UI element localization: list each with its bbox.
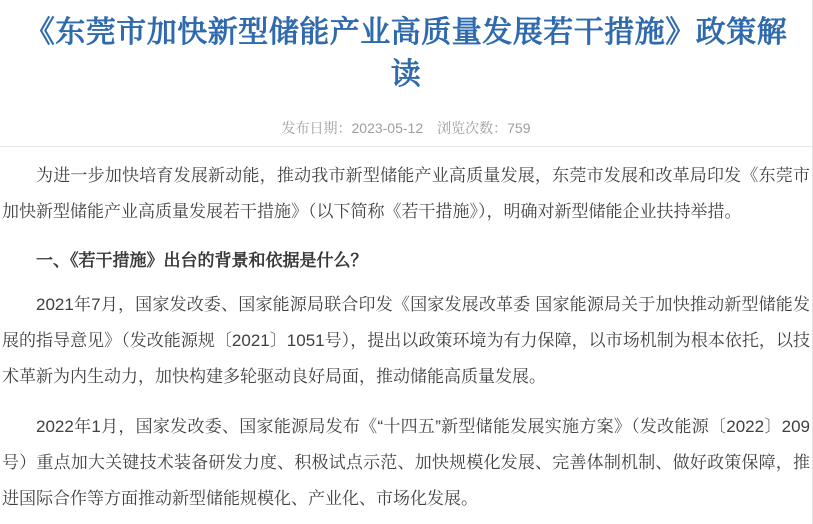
article-body	[0, 158, 812, 517]
intro-paragraph: 为进一步加快培育发展新动能，推动我市新型储能产业高质量发展，东莞市发展和改革局印发《东莞市加快新型储能产业高质量发展若干措施》（以下简称《若干措施》），明确对新型储能企业扶持举措。	[2, 166, 810, 221]
section-1-heading: 一、《若干措施》出台的背景和依据是什么？	[36, 251, 368, 270]
section-1-paragraph-2: 2022年1月，国家发改委、国家能源局发布《“十四五”新型储能发展实施方案》（发改能源〔2022〕209号）重点加大关键技术装备研发力度、积极试点示范、加快规模化发展、完善体制机制、做好政策保障，推进国际合作等方面推动新型储能规模化、产业化、市场化发展。	[2, 417, 810, 508]
section-1-paragraph-1: 2021年7月，国家发改委、国家能源局联合印发《国家发展改革委 国家能源局关于加快推动新型储能发展的指导意见》（发改能源规〔2021〕1051号），提出以政策环境为有力保障，以市场机制为根本依托，以技术革新为内生动力，加快构建多轮驱动良好局面，推动储能高质量发展。	[2, 295, 810, 386]
content-divider	[0, 146, 812, 147]
publish-date-value: 2023-05-12	[351, 120, 424, 136]
view-count-label: 浏览次数：	[437, 120, 508, 136]
publish-date-label: 发布日期：	[281, 120, 352, 136]
page-title: 《东莞市加快新型储能产业高质量发展若干措施》政策解读	[24, 16, 788, 91]
view-count	[437, 118, 530, 138]
publish-date	[282, 118, 424, 138]
publish-meta	[0, 118, 812, 138]
view-count-value: 759	[507, 120, 531, 136]
